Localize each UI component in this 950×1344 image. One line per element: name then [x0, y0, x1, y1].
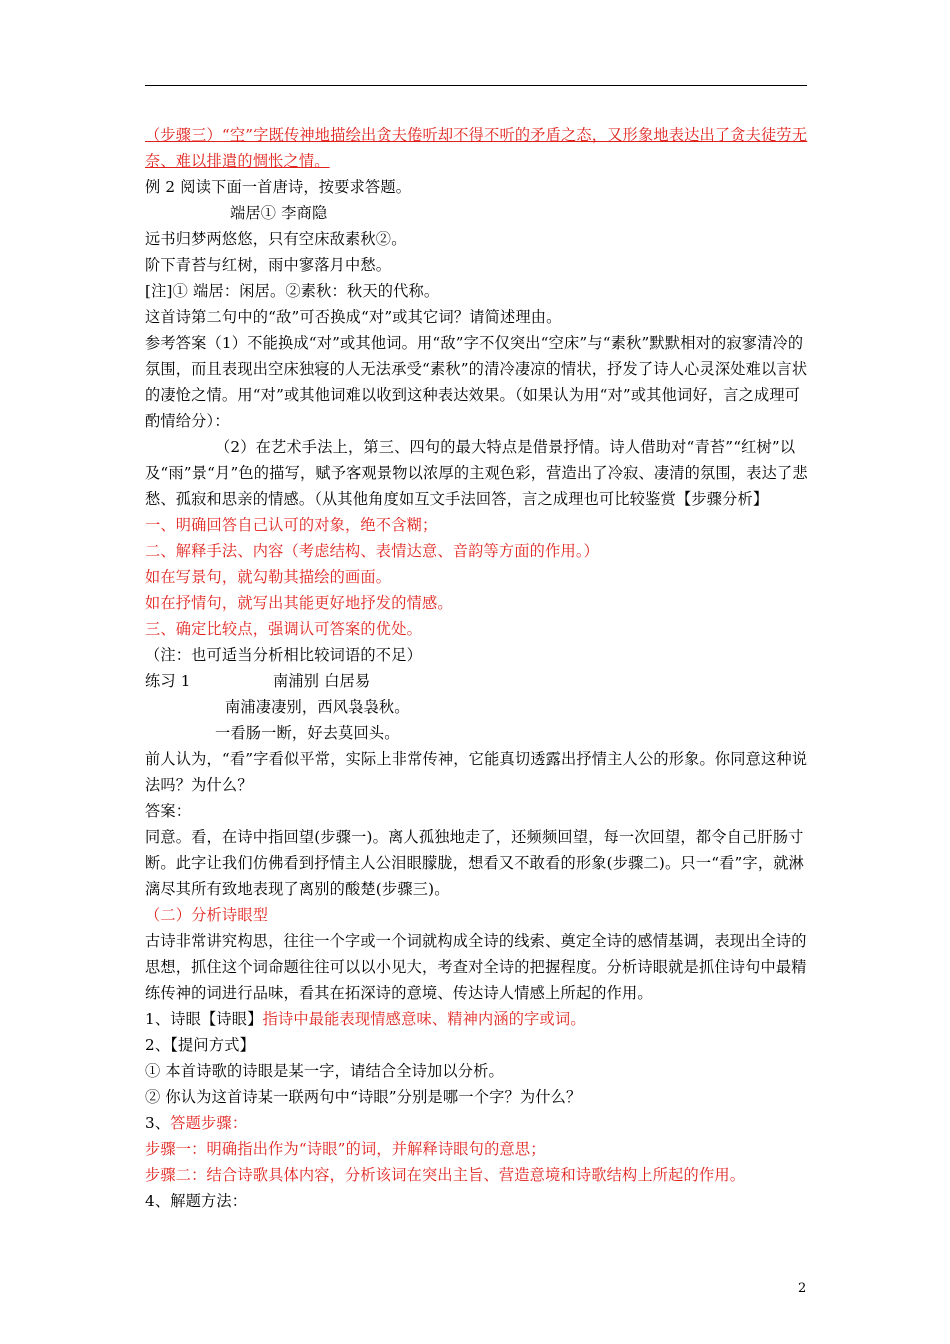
answer-step-1: 步骤一：明确指出作为“诗眼”的词，并解释诗眼句的意思；	[145, 1140, 546, 1158]
poetic-eye-definition	[145, 1006, 809, 1032]
answer-steps-num: 3、	[145, 1114, 171, 1132]
nanpu-line-2: 一看肠一断，好去莫回头。	[215, 724, 400, 742]
question-text: 这首诗第二句中的“敌”可否换成“对”或其它词？请简述理由。	[145, 308, 562, 326]
poetic-eye-desc: 指诗中最能表现情感意味、精神内涵的字或词。	[262, 1010, 586, 1028]
step-three-conclusion: （步骤三）“空”字既传神地描绘出贪夫倦听却不得不听的矛盾之态，又形象地表达出了贪夫徒劳无奈、难以排遣的惆怅之情。	[145, 126, 808, 170]
poem-line-2: 阶下青苔与红树，雨中寥落月中愁。	[145, 256, 392, 274]
step-2: 二、解释手法、内容（考虑结构、表情达意、音韵等方面的作用。）	[145, 542, 600, 560]
section-2-intro: 古诗非常讲究构思，往往一个字或一个词就构成全诗的线索、奠定全诗的感情基调，表现出全诗的思想，抓住这个词命题往往可以以小见大，考查对全诗的把握程度。分析诗眼就是抓住诗句中最精练传神的词进行品味，看其在拓深诗的意境、传达诗人情感上所起的作用。	[145, 932, 807, 1002]
page-number: 2	[798, 1281, 807, 1296]
poem-title-nanpu: 南浦别 白居易	[273, 672, 371, 690]
reference-answer-2: （2）在艺术手法上，第三、四句的最大特点是借景抒情。诗人借助对“青苔”“红树”以及“雨”景“月”色的描写，赋予客观景物以浓厚的主观色彩，营造出了冷寂、凄清的氛围，表达了悲愁、孤寂和思亲的情感。（从其他角度如互文手法回答，言之成理也可比较鉴赏【步骤分析】	[145, 438, 808, 508]
poem-line-1: 远书归梦两悠悠，只有空床敌素秋②。	[145, 230, 407, 248]
exercise-question: 前人认为，“看”字看似平常，实际上非常传神，它能真切透露出抒情主人公的形象。你同意这种说法吗？为什么？	[145, 750, 808, 794]
section-2-heading: （二）分析诗眼型	[145, 906, 269, 924]
exercise-label: 练习 1	[145, 672, 191, 690]
step-1: 一、明确回答自己认可的对象，绝不含糊；	[145, 516, 438, 534]
header-rule	[145, 85, 807, 86]
note-compare: （注：也可适当分析相比较词语的不足）	[145, 646, 422, 664]
poem-title-duanju: 端居① 李商隐	[230, 204, 328, 222]
step-2-emotion: 如在抒情句，就写出其能更好地抒发的情感。	[145, 594, 453, 612]
reference-answer-1: 参考答案（1）不能换成“对”或其他词。用“敌”字不仅突出“空床”与“素秋”默默相对的寂寥清冷的氛围，而且表现出空床独寝的人无法承受“素秋”的清冷凄凉的情状，抒发了诗人心灵深处难以言状的凄怆之情。用“对”或其他词难以收到这种表达效果。（如果认为用“对”或其他词好，言之成理可酌情给分）：	[145, 334, 808, 430]
example-2-heading: 例 2 阅读下面一首唐诗，按要求答题。	[145, 178, 412, 196]
exercise-1-heading	[145, 668, 809, 694]
question-format-1: ① 本首诗歌的诗眼是某一字，请结合全诗加以分析。	[145, 1062, 504, 1080]
step-3: 三、确定比较点，强调认可答案的优处。	[145, 620, 422, 638]
method-heading: 4、解题方法：	[145, 1192, 248, 1210]
answer-steps-heading	[145, 1110, 809, 1136]
answer-step-2: 步骤二：结合诗歌具体内容，分析该词在突出主旨、营造意境和诗歌结构上所起的作用。	[145, 1166, 746, 1184]
document-body	[145, 122, 809, 1214]
poetic-eye-label: 1、诗眼【诗眼】	[145, 1010, 263, 1028]
answer-label: 答案：	[145, 802, 192, 820]
poem-notes: [注]① 端居：闲居。②素秋：秋天的代称。	[145, 282, 440, 300]
question-format-2: ② 你认为这首诗某一联两句中“诗眼”分别是哪一个字？为什么？	[145, 1088, 582, 1106]
step-2-scenery: 如在写景句，就勾勒其描绘的画面。	[145, 568, 392, 586]
answer-text: 同意。看，在诗中指回望(步骤一)。离人孤独地走了，还频频回望，每一次回望，都令自己肝肠寸断。此字让我们仿佛看到抒情主人公泪眼朦胧，想看又不敢看的形象(步骤二)。只一“看”字，就淋漓尽其所有致地表现了离别的酸楚(步骤三)。	[145, 828, 805, 898]
question-format-heading: 2、【提问方式】	[145, 1036, 255, 1054]
answer-steps-label: 答题步骤：	[170, 1114, 248, 1132]
nanpu-line-1: 南浦凄凄别，西风袅袅秋。	[225, 698, 410, 716]
